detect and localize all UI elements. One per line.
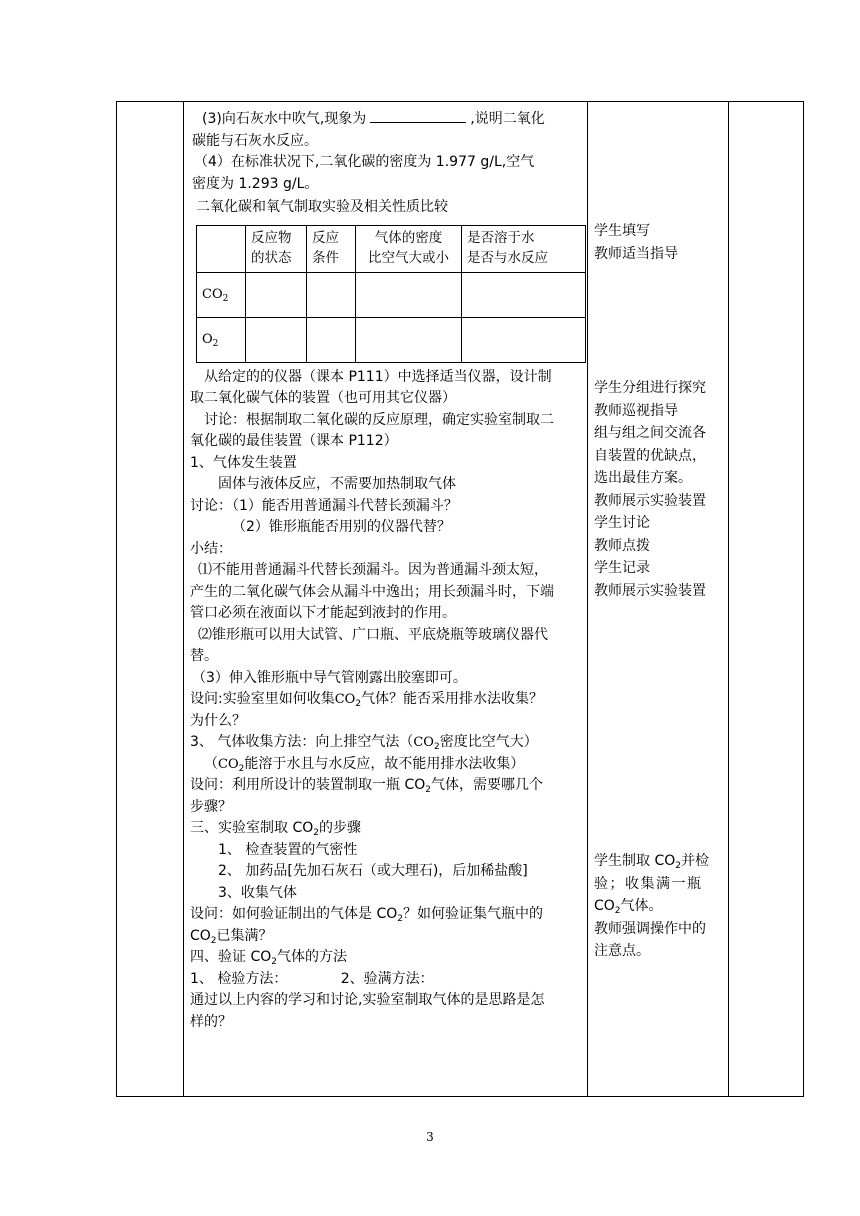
text: 气体。	[620, 898, 663, 914]
text: 已集满？	[216, 927, 273, 944]
text: ,说明二氧化	[470, 111, 545, 127]
text-line: 管口必须在液面以下才能起到液封的作用。	[190, 605, 456, 621]
note-line: 验；收集满一瓶	[594, 875, 703, 892]
text: 气体的方法	[276, 949, 347, 965]
table-cell	[246, 317, 307, 362]
subscript: 2	[313, 828, 319, 838]
table-cell	[462, 272, 586, 317]
table-cell	[246, 272, 307, 317]
note-line: 注意点。	[594, 943, 650, 959]
text: CO	[413, 735, 434, 750]
text: 设问：如何验证制出的气体是 CO	[190, 906, 398, 922]
note-line	[594, 850, 729, 873]
text: CO	[218, 756, 239, 772]
text-line	[190, 926, 585, 948]
text: ？如何验证集气瓶中的	[402, 906, 543, 922]
text: 学生制取 CO	[594, 853, 676, 869]
table-header-cell: 反应物 的状态	[246, 225, 307, 272]
activity-notes-2	[594, 377, 729, 602]
note-line: 教师点拨	[594, 537, 650, 554]
table-header-cell: 气体的密度 比空气大或小	[356, 225, 462, 272]
text-line: 从给定的的仪器（课本 P111）中选择适当仪器，设计制	[204, 368, 552, 385]
note-line: 教师巡视指导	[594, 402, 678, 419]
text-line	[190, 904, 585, 926]
note-line: 选出最佳方案。	[594, 470, 692, 486]
text: 密度比空气大）	[439, 734, 538, 750]
section-heading	[190, 947, 585, 969]
text-line	[190, 775, 585, 797]
table-row	[197, 317, 586, 362]
subscript: 2	[210, 935, 217, 946]
activity-notes-3	[594, 850, 729, 963]
text: 能溶于水且与水反应，故不能用排水法收集）	[244, 755, 525, 772]
text: (3)向石灰水中吹气,现象为	[202, 111, 367, 127]
text-line: （4）在标准状况下,二氧化碳的密度为 1.977 g/L,空气	[194, 154, 535, 170]
text-line: 密度为 1.293 g/L。	[192, 175, 319, 192]
text-line: （3）伸入锥形瓶中导气管刚露出胶塞即可。	[192, 669, 467, 686]
subscript: 2	[238, 763, 245, 774]
note-line	[594, 895, 729, 918]
subscript: 2	[614, 906, 621, 916]
text-line: 通过以上内容的学习和讨论,实验室制取气体的是思路是怎	[190, 992, 545, 1008]
text-line: 取二氧化碳气体的装置（也可用其它仪器）	[190, 390, 456, 406]
text: 四、验证 CO	[190, 949, 272, 965]
section-heading	[190, 818, 585, 840]
subscript: 2	[271, 957, 277, 967]
note-line: 教师强调操作中的	[594, 920, 706, 937]
subscript: 2	[355, 699, 362, 709]
step-item: 2、 加药品[先加石灰石（或大理石)，后加稀盐酸]	[218, 863, 528, 879]
text: O	[202, 331, 213, 347]
text: CO	[334, 692, 356, 707]
table-cell	[197, 225, 246, 272]
note-line: 组与组之间交流各	[594, 425, 706, 441]
text-line: （2）锥形瓶能否用别的仪器代替？	[232, 519, 451, 535]
table-header-row	[197, 225, 586, 272]
section-heading	[190, 732, 585, 754]
text-line: 替。	[190, 648, 218, 664]
page-number: 3	[426, 1130, 434, 1144]
table-cell	[356, 317, 462, 362]
text: 气体？能否采用排水法收集？	[361, 691, 544, 707]
text: CO	[190, 927, 211, 944]
table-header-cell: 是否溶于水 是否与水反应	[462, 225, 586, 272]
text-line	[204, 754, 585, 776]
note-line: 学生讨论	[594, 515, 650, 531]
table-header-cell: 反应 条件	[307, 225, 356, 272]
note-line: 教师展示实验装置	[594, 582, 706, 599]
text: 3、 气体收集方法：向上排空气法（	[190, 734, 414, 750]
text-line: 氧化碳的最佳装置（课本 P112）	[190, 433, 398, 449]
text-line: 产生的二氧化碳气体会从漏斗中逸出；用长颈漏斗时，下端	[190, 583, 554, 600]
table-caption: 二氧化碳和氧气制取实验及相关性质比较	[196, 199, 448, 215]
text-line: 小结：	[190, 540, 232, 557]
text-line: ⑴不能用普通漏斗代替长颈漏斗。因为普通漏斗颈太短，	[198, 562, 548, 578]
text-line: 固体与液体反应，不需要加热制取气体	[218, 476, 456, 492]
text: 三、实验室制取 CO	[190, 820, 314, 836]
lesson-table	[116, 101, 804, 1097]
activity-notes-1	[594, 220, 729, 265]
note-line: 学生记录	[594, 560, 650, 576]
note-line: 学生分组进行探究	[594, 380, 706, 396]
table-cell	[462, 317, 586, 362]
fill-blank	[370, 108, 466, 123]
text: 的步骤	[318, 820, 361, 836]
table-cell	[307, 317, 356, 362]
note-line: 学生填写	[594, 223, 650, 239]
row-label-co2	[197, 272, 246, 317]
text: （	[204, 755, 218, 772]
text-line	[202, 108, 585, 131]
note-line: 教师适当指导	[594, 245, 678, 262]
step-item: 1、 检查装置的气密性	[218, 841, 358, 858]
note-line: 教师展示实验装置	[594, 492, 706, 509]
text-line: 讨论：根据制取二氧化碳的反应原理，确定实验室制取二	[204, 411, 554, 428]
step-item: 3、收集气体	[218, 884, 297, 901]
table-cell	[307, 272, 356, 317]
text-line	[190, 689, 585, 711]
text: CO	[202, 286, 223, 302]
subscript: 2	[675, 861, 681, 871]
text: 并检	[680, 853, 709, 869]
column-divider	[183, 102, 184, 1096]
text-line: 碳能与石灰水反应。	[192, 132, 318, 149]
subscript: 2	[433, 742, 440, 752]
subscript: 2	[222, 293, 229, 304]
table-row	[197, 272, 586, 317]
text-line: 样的？	[190, 1013, 232, 1030]
comparison-table	[196, 225, 586, 363]
section-heading: 1、气体发生装置	[190, 454, 297, 471]
note-line: 自装置的优缺点，	[594, 447, 706, 464]
subscript: 2	[212, 338, 219, 349]
column-divider	[587, 102, 588, 1096]
text-line: 为什么？	[190, 712, 246, 729]
row-label-o2	[197, 317, 246, 362]
text: 设问：利用所设计的装置制取一瓶 CO	[190, 777, 426, 793]
text: 设问:实验室里如何收集	[190, 691, 335, 707]
subscript: 2	[397, 914, 403, 924]
subscript: 2	[425, 785, 431, 795]
text-line: ⑵锥形瓶可以用大试管、广口瓶、平底烧瓶等玻璃仪器代	[198, 626, 548, 643]
text-line: 步骤？	[190, 798, 232, 815]
table-cell	[356, 272, 462, 317]
text: 气体，需要哪几个	[430, 777, 543, 793]
text-line: 1、 检验方法： 2、验满方法：	[190, 970, 434, 987]
text: CO	[594, 898, 615, 914]
text-line: 讨论：（1）能否用普通漏斗代替长颈漏斗？	[190, 497, 458, 514]
teaching-content	[190, 108, 585, 1033]
